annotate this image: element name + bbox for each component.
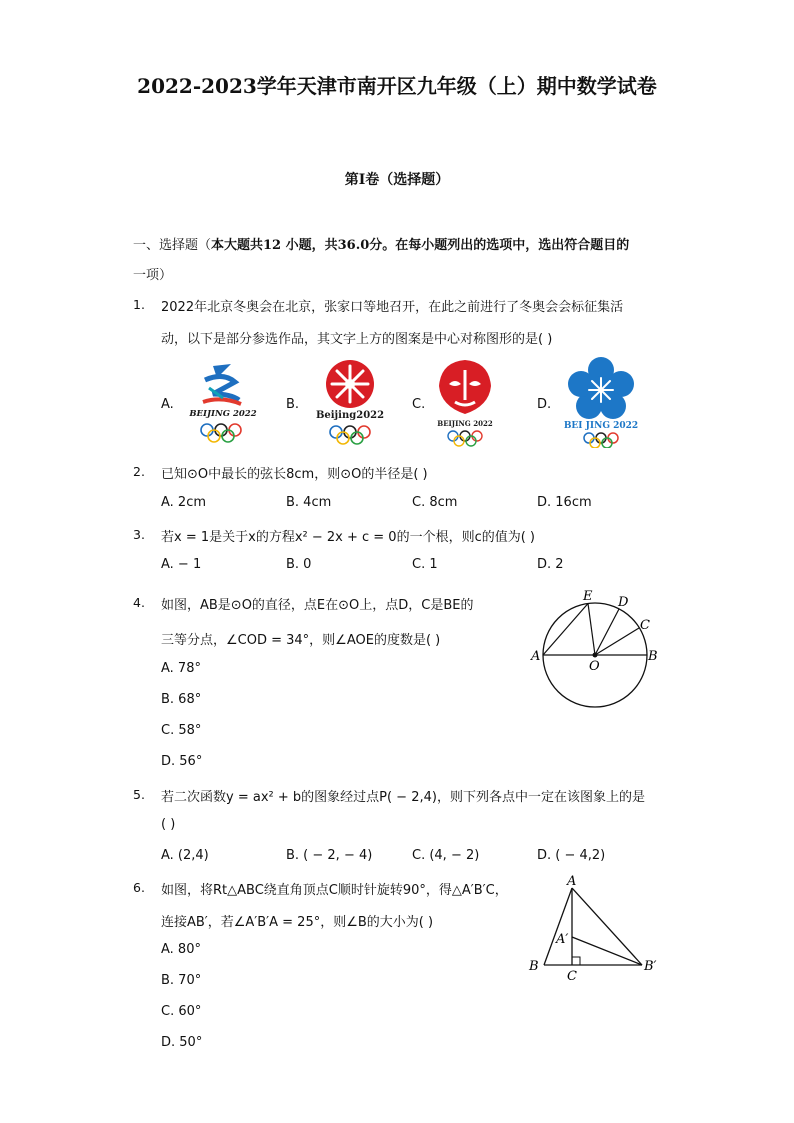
- q6-label-b: B: [529, 959, 539, 974]
- q6-line1: 如图，将Rt△ABC绕直角顶点C顺时针旋转90°，得△A′B′C，: [161, 883, 508, 898]
- q6-line2: 连接AB′，若∠A′B′A = 25°，则∠B的大小为( ): [161, 915, 434, 930]
- logo-d-text: BEI JING 2022: [563, 421, 639, 431]
- q6-option-b: B. 70°: [161, 973, 202, 988]
- q2-option-c: C. 8cm: [412, 495, 458, 510]
- q4-option-a: A. 78°: [161, 661, 201, 676]
- logo-a-image: [183, 358, 263, 448]
- q2-number: 2.: [133, 464, 145, 479]
- logo-b-text: Beijing2022: [315, 410, 385, 421]
- q1-option-c: C.: [412, 397, 426, 412]
- q4-option-d: D. 56°: [161, 754, 203, 769]
- q2-line: 已知⊙O中最长的弦长8cm，则⊙O的半径是( ): [161, 467, 428, 482]
- q1-line2: 动，以下是部分参选作品，其文字上方的图案是中心对称图形的是( ): [161, 332, 553, 347]
- q1-option-a: A.: [161, 397, 174, 412]
- q6-label-c: C: [567, 969, 577, 984]
- q4-center-dot: [593, 653, 598, 658]
- q1-option-b: B.: [286, 397, 300, 412]
- q4-label-o: O: [589, 659, 600, 674]
- section-heading: [133, 234, 629, 253]
- q6-label-a: A: [567, 875, 577, 889]
- q6-triangle-figure: [522, 875, 672, 987]
- exam-title: 2022-2023学年天津市南开区九年级（上）期中数学试卷: [137, 74, 657, 98]
- q5-option-d: D. ( − 4,2): [537, 848, 606, 863]
- logo-c-image: [433, 356, 497, 448]
- q4-label-c: C: [640, 618, 650, 633]
- q6-right-angle-mark: [572, 957, 580, 965]
- q4-line1: 如图，AB是⊙O的直径，点E在⊙O上，点D，C是BE的: [161, 598, 474, 613]
- q4-label-d: D: [618, 595, 629, 610]
- q5-option-b: B. ( − 2, − 4): [286, 848, 373, 863]
- q6-option-c: C. 60°: [161, 1004, 202, 1019]
- q6-label-bprime: B′: [644, 959, 657, 974]
- q5-line1: 若二次函数y = ax² + b的图象经过点P( − 2,4)，则下列各点中一定在该图象上的是: [161, 790, 645, 805]
- q4-label-e: E: [583, 589, 593, 604]
- q3-option-a: A. − 1: [161, 557, 202, 572]
- q5-line2: ( ): [161, 817, 176, 832]
- section-heading-line2: 一项）: [133, 268, 173, 283]
- q6-option-a: A. 80°: [161, 942, 201, 957]
- q3-option-d: D. 2: [537, 557, 564, 572]
- q2-option-b: B. 4cm: [286, 495, 332, 510]
- logo-b-image: [310, 356, 390, 448]
- q4-label-b: B: [648, 649, 658, 664]
- q6-segment-ba: [544, 888, 572, 965]
- logo-d-image: [560, 356, 642, 448]
- logo-a-text: BEIJING 2022: [189, 409, 257, 419]
- q4-label-a: A: [531, 649, 541, 664]
- q5-option-a: A. (2,4): [161, 848, 209, 863]
- q6-segment-aprimebprime: [572, 937, 642, 965]
- q2-option-d: D. 16cm: [537, 495, 592, 510]
- section-bold-text: 本大题共12 小题，共36.0分。在每小题列出的选项中，选出符合题目的: [211, 238, 630, 253]
- q1-option-d: D.: [537, 397, 552, 412]
- q3-number: 3.: [133, 527, 145, 542]
- q6-number: 6.: [133, 880, 145, 895]
- q5-option-c: C. (4, − 2): [412, 848, 480, 863]
- q4-option-c: C. 58°: [161, 723, 202, 738]
- q1-number: 1.: [133, 297, 145, 312]
- q4-option-b: B. 68°: [161, 692, 202, 707]
- q1-line1: 2022年北京冬奥会在北京，张家口等地召开，在此之前进行了冬奥会会标征集活: [161, 300, 624, 315]
- q3-option-c: C. 1: [412, 557, 438, 572]
- section-prefix: 一、选择题（: [133, 238, 212, 253]
- q5-number: 5.: [133, 787, 145, 802]
- q6-option-d: D. 50°: [161, 1035, 203, 1050]
- logo-c-text: BEIJING 2022: [437, 419, 493, 428]
- q6-label-aprime: A′: [556, 932, 569, 947]
- q4-segment-oe: [588, 604, 595, 656]
- q2-option-a: A. 2cm: [161, 495, 207, 510]
- q4-number: 4.: [133, 595, 145, 610]
- q3-line: 若x = 1是关于x的方程x² − 2x + c = 0的一个根，则c的值为( ): [161, 530, 535, 545]
- q6-segment-abprime: [572, 888, 642, 965]
- q3-option-b: B. 0: [286, 557, 312, 572]
- q4-line2: 三等分点，∠COD = 34°，则∠AOE的度数是( ): [161, 633, 441, 648]
- part-heading: 第I卷（选择题）: [344, 172, 450, 188]
- q4-circle-figure: [525, 585, 665, 725]
